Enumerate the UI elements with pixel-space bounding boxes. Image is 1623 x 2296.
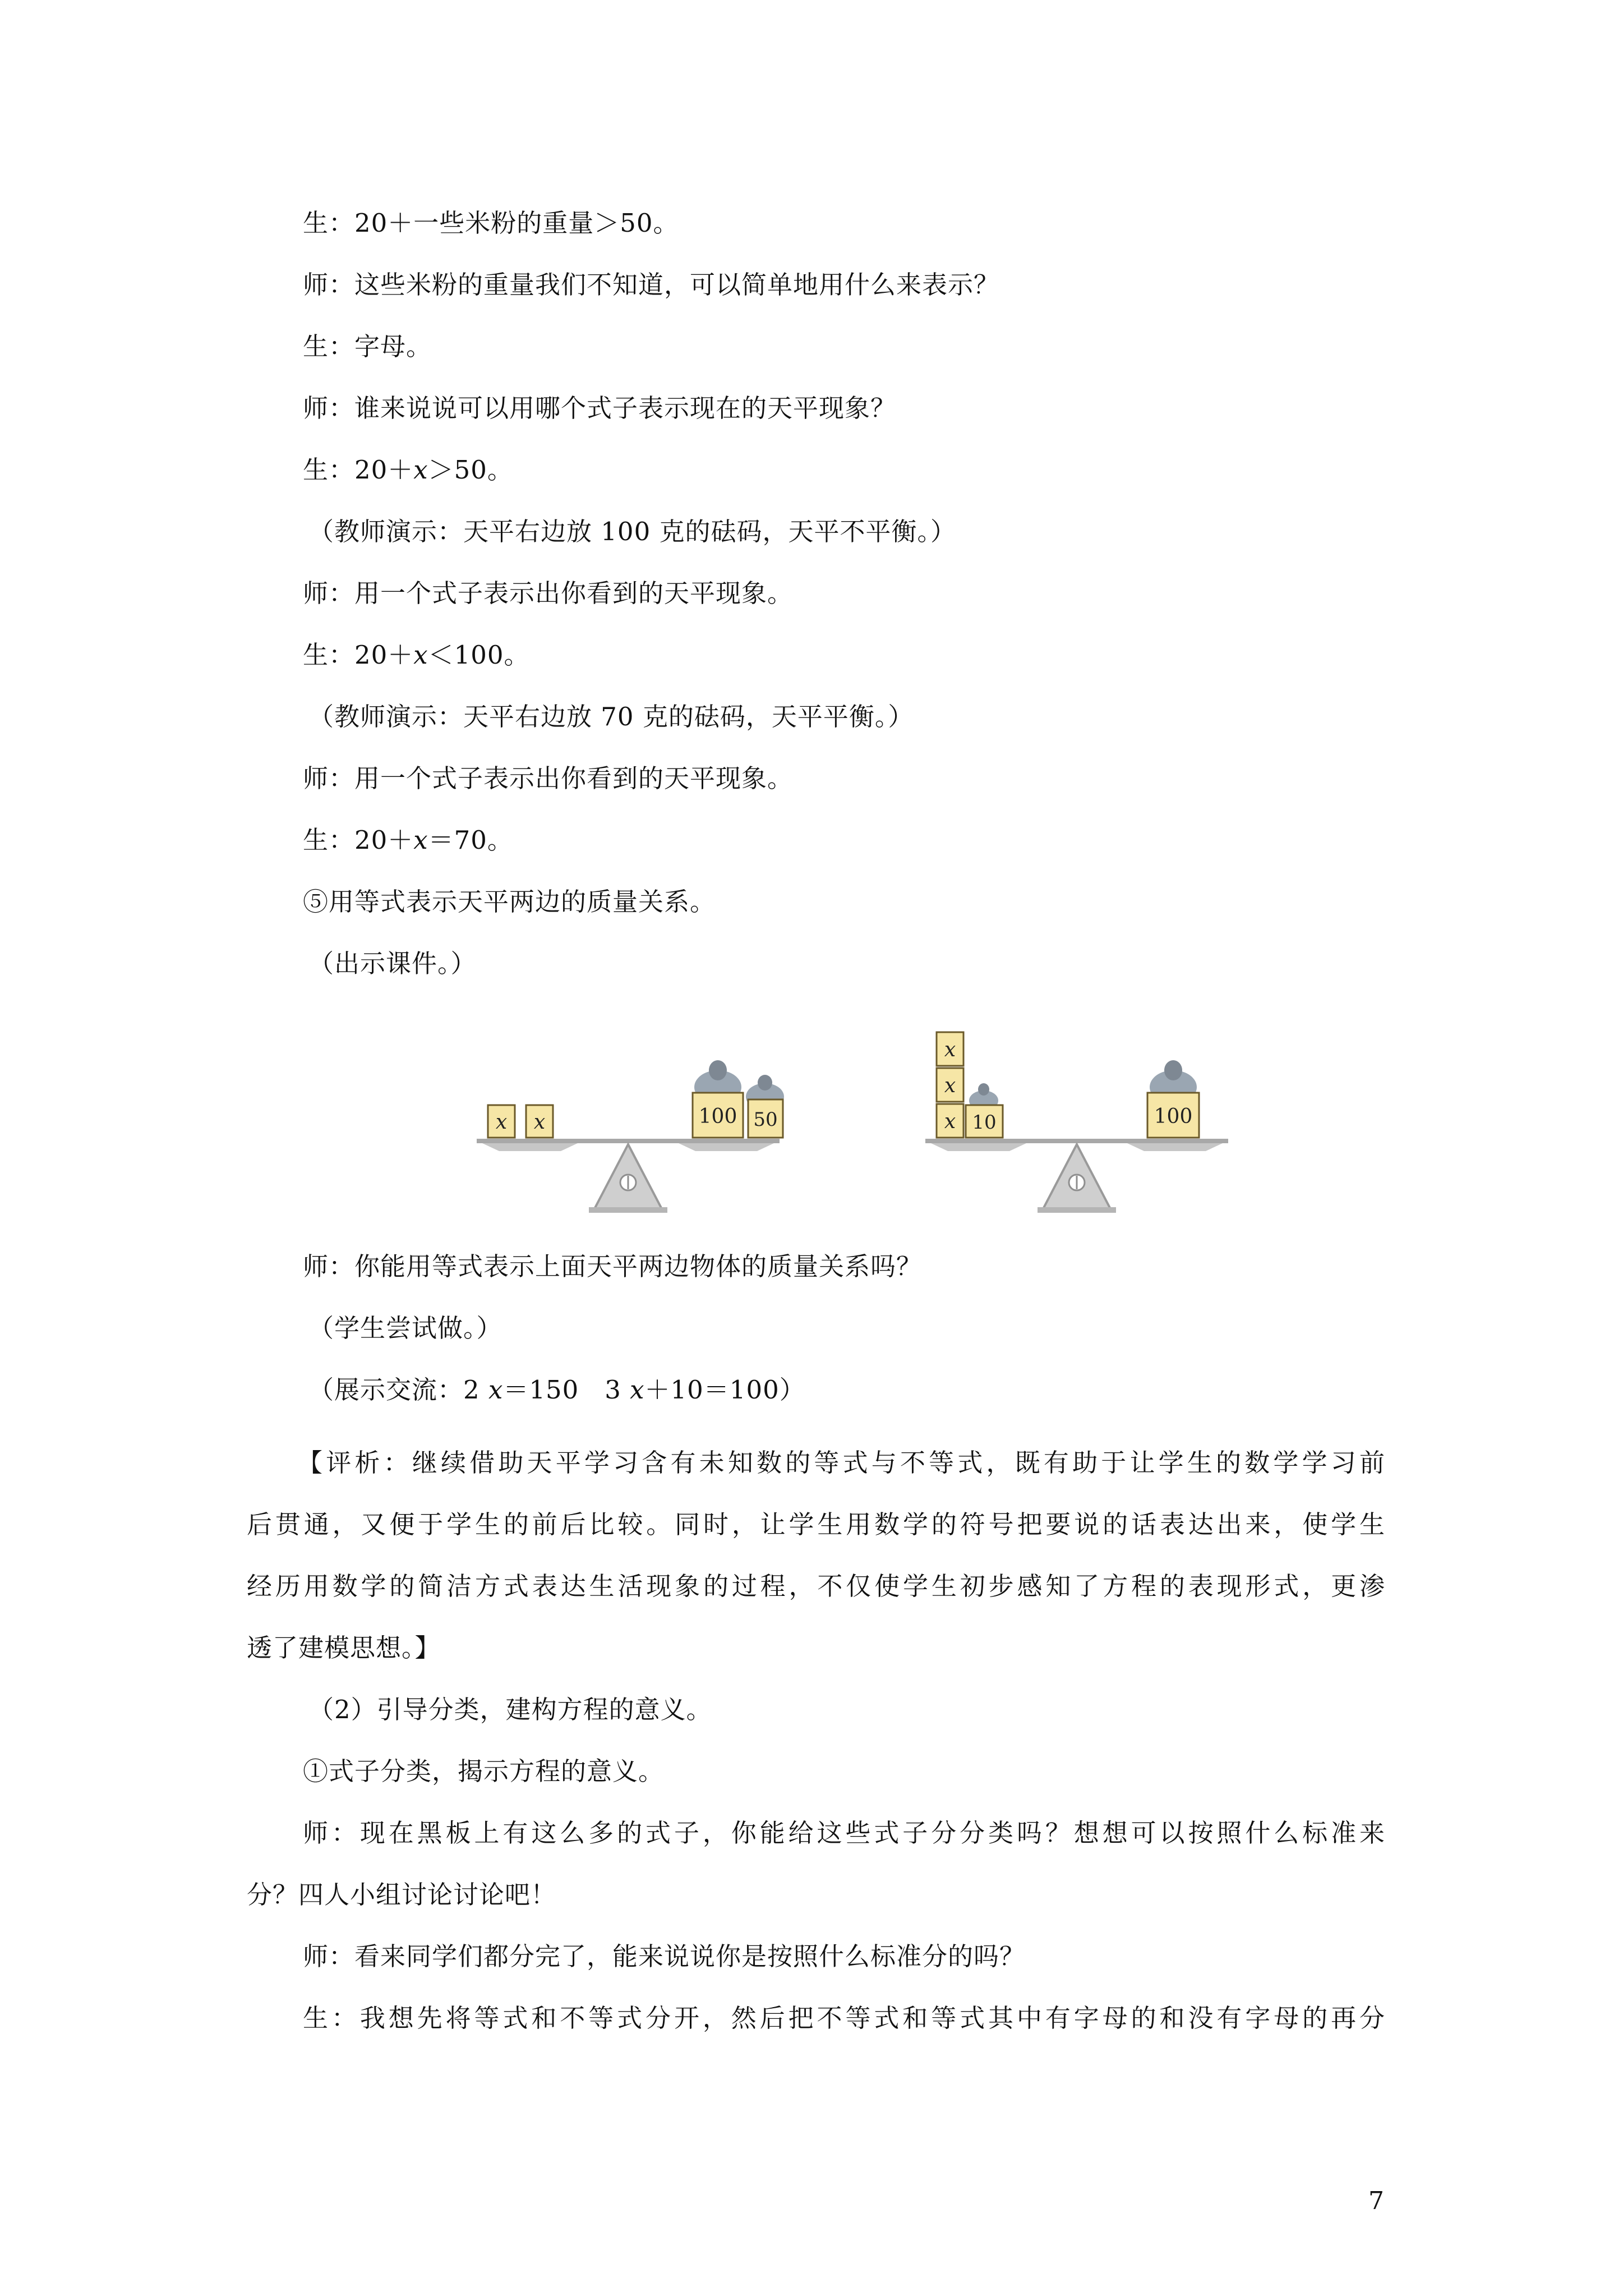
text-line: 师：这些米粉的重量我们不知道，可以简单地用什么来表示？: [303, 270, 1000, 300]
right-balance-scale: [925, 1032, 1228, 1213]
weight-label: 50: [753, 1108, 778, 1131]
text-line: （教师演示：天平右边放 100 克的砝码，天平不平衡。）: [308, 517, 957, 546]
text-line: （展示交流：2 x＝150 3 x＋10＝100）: [308, 1375, 805, 1405]
block-label: x: [495, 1111, 508, 1134]
text-line: 师：你能用等式表示上面天平两边物体的质量关系吗？: [303, 1251, 923, 1281]
block-label: x: [944, 1074, 956, 1097]
unknown-block: [937, 1104, 963, 1138]
text-line: 师：用一个式子表示出你看到的天平现象。: [303, 763, 794, 793]
comment-line: 【评析：继续借助天平学习含有未知数的等式与不等式，既有助于让学生的数学学习前: [297, 1448, 1385, 1478]
comment-line: 后贯通，又便于学生的前后比较。同时，让学生用数学的符号把要说的话表达出来，使学生: [247, 1510, 1385, 1539]
weight-label: 100: [698, 1105, 737, 1128]
block-label: x: [944, 1038, 956, 1061]
weight-100: [1147, 1060, 1199, 1138]
page-number: 7: [1368, 2187, 1384, 2215]
section-heading: （2）引导分类，建构方程的意义。: [308, 1695, 712, 1724]
text-line: ①式子分类，揭示方程的意义。: [303, 1756, 665, 1786]
text-line: 师：现在黑板上有这么多的式子，你能给这些式子分分类吗？想想可以按照什么标准来: [303, 1818, 1385, 1848]
text-line: 生：我想先将等式和不等式分开，然后把不等式和等式其中有字母的和没有字母的再分: [303, 2003, 1385, 2033]
balance-scales-figure: [477, 1027, 1228, 1228]
weight-label: 10: [972, 1111, 997, 1134]
weight-10: [966, 1083, 1003, 1138]
text-line: 生：字母。: [303, 332, 432, 361]
weight-label: 100: [1154, 1105, 1193, 1128]
text-line: 生：20＋x＞50。: [303, 455, 513, 485]
comment-line: 透了建模思想。】: [247, 1633, 441, 1663]
text-line: 分？四人小组讨论讨论吧！: [247, 1880, 557, 1910]
block-label: x: [944, 1110, 956, 1133]
text-line: （教师演示：天平右边放 70 克的砝码，天平平衡。）: [308, 702, 914, 731]
text-line: ⑤用等式表示天平两边的质量关系。: [303, 887, 716, 917]
weight-100: [693, 1060, 743, 1138]
unknown-block: [488, 1105, 515, 1138]
left-balance-scale: [477, 1060, 784, 1213]
unknown-block: [937, 1032, 963, 1066]
text-line: （出示课件。）: [308, 949, 477, 978]
weight-50: [746, 1075, 784, 1138]
text-line: （学生尝试做。）: [308, 1313, 502, 1343]
comment-line: 经历用数学的简洁方式表达生活现象的过程，不仅使学生初步感知了方程的表现形式，更渗: [247, 1571, 1385, 1601]
block-label: x: [533, 1111, 546, 1134]
text-line: 生：20＋一些米粉的重量＞50。: [303, 208, 679, 238]
unknown-block: [937, 1068, 963, 1102]
text-line: 师：看来同学们都分完了，能来说说你是按照什么标准分的吗？: [303, 1941, 1026, 1971]
unknown-block: [526, 1105, 553, 1138]
text-line: 师：谁来说说可以用哪个式子表示现在的天平现象？: [303, 393, 897, 423]
text-line: 生：20＋x＜100。: [303, 640, 530, 670]
text-line: 师：用一个式子表示出你看到的天平现象。: [303, 578, 794, 608]
text-line: 生：20＋x＝70。: [303, 825, 513, 855]
